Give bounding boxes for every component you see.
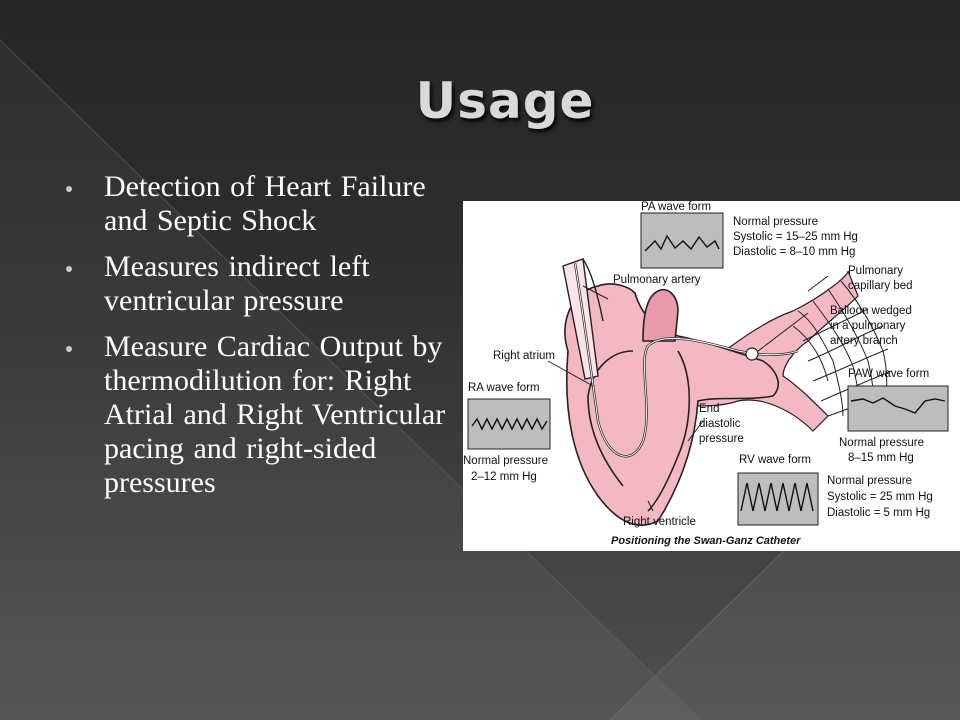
bullet-dot-icon bbox=[66, 346, 72, 352]
right-ventricle-label: Right ventricle bbox=[623, 516, 696, 528]
pa-wave-box bbox=[641, 213, 723, 268]
bullet-item bbox=[62, 330, 452, 500]
balloon-icon bbox=[746, 348, 758, 360]
bullet-text: Measures indirect left ventricular pressure bbox=[104, 250, 370, 317]
pa-normal-label: Normal pressure bbox=[733, 216, 818, 228]
end-diastolic-label-2: diastolic bbox=[699, 418, 741, 430]
end-diastolic-label-3: pressure bbox=[699, 433, 744, 445]
swan-ganz-diagram bbox=[463, 201, 960, 551]
figure-caption: Positioning the Swan-Ganz Catheter bbox=[611, 535, 801, 547]
heart-catheter-illustration bbox=[463, 201, 960, 551]
ra-range-label: 2–12 mm Hg bbox=[471, 471, 537, 483]
rv-wave-box bbox=[738, 473, 818, 525]
bullet-item bbox=[62, 250, 452, 318]
slide-title: Usage bbox=[415, 72, 595, 130]
bullet-item bbox=[62, 170, 452, 238]
bullet-dot-icon bbox=[66, 266, 72, 272]
pulmonary-capillary-label: Pulmonary bbox=[848, 265, 903, 277]
paw-normal-label: Normal pressure bbox=[839, 437, 924, 449]
balloon-label-2: in a pulmonary bbox=[830, 320, 906, 332]
right-atrium-label: Right atrium bbox=[493, 350, 555, 362]
bullet-dot-icon bbox=[66, 186, 72, 192]
pa-wave-title: PA wave form bbox=[641, 201, 712, 213]
rv-systolic-label: Systolic = 25 mm Hg bbox=[827, 491, 933, 503]
bullet-text: Detection of Heart Failure and Septic Shock bbox=[104, 170, 426, 237]
paw-wave-title: PAW wave form bbox=[848, 368, 930, 380]
rv-normal-label: Normal pressure bbox=[827, 475, 912, 487]
ra-normal-label: Normal pressure bbox=[463, 455, 548, 467]
rv-wave-title: RV wave form bbox=[739, 454, 812, 466]
rv-diastolic-label: Diastolic = 5 mm Hg bbox=[827, 507, 931, 519]
pulmonary-capillary-label-2: capillary bed bbox=[848, 280, 913, 292]
paw-wave-box bbox=[848, 386, 948, 431]
balloon-label-3: artery branch bbox=[830, 335, 898, 347]
ra-wave-box bbox=[468, 399, 550, 449]
bullet-list bbox=[62, 170, 452, 512]
bullet-text: Measure Cardiac Output by thermodilution for: Right Atrial and Right Ventricular pacing and right-sided pressures bbox=[104, 330, 446, 499]
paw-range-label: 8–15 mm Hg bbox=[848, 452, 914, 464]
end-diastolic-label: End bbox=[699, 403, 720, 415]
ra-wave-title: RA wave form bbox=[468, 382, 540, 394]
pa-diastolic-label: Diastolic = 8–10 mm Hg bbox=[733, 246, 856, 258]
pulmonary-artery-label: Pulmonary artery bbox=[613, 274, 701, 286]
pa-systolic-label: Systolic = 15–25 mm Hg bbox=[733, 231, 858, 243]
balloon-label: Balloon wedged bbox=[830, 305, 912, 317]
